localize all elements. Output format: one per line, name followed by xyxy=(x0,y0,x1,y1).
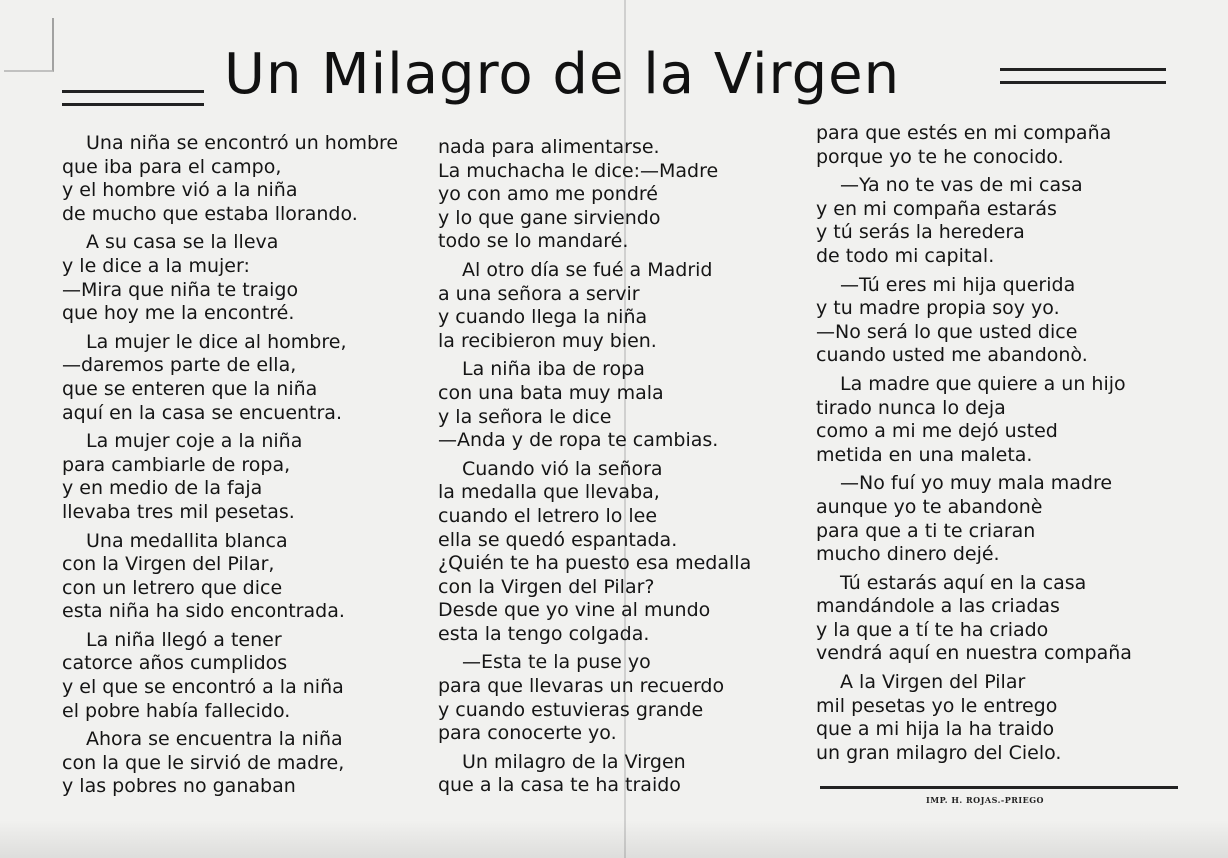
poem-line: y tú serás la heredera xyxy=(816,221,1025,244)
poem-stanza xyxy=(438,651,808,745)
poem-stanza xyxy=(438,458,808,647)
poem-line: A la Virgen del Pilar xyxy=(840,671,1026,694)
poem-line: para conocerte yo. xyxy=(438,722,617,745)
poem-line: Al otro día se fué a Madrid xyxy=(462,258,713,281)
poem-line: La mujer le dice al hombre, xyxy=(86,330,347,353)
poem-line: de mucho que estaba llorando. xyxy=(62,202,358,225)
poem-line: Una medallita blanca xyxy=(86,529,288,552)
poem-line: y lo que gane sirviendo xyxy=(438,206,661,229)
poem-line: todo se lo mandaré. xyxy=(438,230,629,253)
poem-line: —No fuí yo muy mala madre xyxy=(840,472,1113,495)
poem-line: porque yo te he conocido. xyxy=(816,145,1064,168)
footer-rule xyxy=(820,786,1178,789)
poem-line: La niña llegó a tener xyxy=(86,628,282,651)
poem-stanza xyxy=(816,122,1186,169)
poem-line: y le dice a la mujer: xyxy=(62,254,250,277)
poem-stanza xyxy=(62,331,432,425)
poem-stanza xyxy=(816,671,1186,765)
poem-line: con una bata muy mala xyxy=(438,381,664,404)
poem-line: —No será lo que usted dice xyxy=(816,320,1078,343)
poem-line: como a mi me dejó usted xyxy=(816,420,1058,443)
poem-line: ella se quedó espantada. xyxy=(438,528,678,551)
poem-line: que se enteren que la niña xyxy=(62,377,318,400)
poem-column-2 xyxy=(438,136,808,803)
poem-line: que hoy me la encontré. xyxy=(62,302,295,325)
printer-imprint: IMP. H. ROJAS.-PRIEGO xyxy=(926,795,1044,805)
poem-line: y tu madre propia soy yo. xyxy=(816,297,1060,320)
poem-line: Un milagro de la Virgen xyxy=(462,750,686,773)
poem-line: cuando usted me abandonò. xyxy=(816,344,1088,367)
poem-line: cuando el letrero lo lee xyxy=(438,504,658,527)
title-rule-right xyxy=(1000,68,1166,84)
page-title: Un Milagro de la Virgen xyxy=(224,42,901,107)
poem-stanza xyxy=(816,373,1186,467)
poem-line: con la que le sirvió de madre, xyxy=(62,751,345,774)
poem-line: con la Virgen del Pilar? xyxy=(438,575,655,598)
poem-line: aquí en la casa se encuentra. xyxy=(62,401,342,424)
poem-line: —daremos parte de ella, xyxy=(62,354,297,377)
poem-line: de todo mi capital. xyxy=(816,244,995,267)
poem-line: con la Virgen del Pilar, xyxy=(62,553,275,576)
poem-stanza xyxy=(438,358,808,452)
poem-line: La mujer coje a la niña xyxy=(86,430,303,453)
poem-line: que a mi hija la ha traido xyxy=(816,718,1055,741)
poem-line: a una señora a servir xyxy=(438,282,640,305)
poem-line: mil pesetas yo le entrego xyxy=(816,694,1058,717)
poem-line: Desde que yo vine al mundo xyxy=(438,599,711,622)
poem-line: y cuando llega la niña xyxy=(438,306,648,329)
poem-line: esta niña ha sido encontrada. xyxy=(62,600,345,623)
poem-line: para que a ti te criaran xyxy=(816,519,1036,542)
poem-line: y la que a tí te ha criado xyxy=(816,618,1049,641)
paper-shadow xyxy=(0,820,1228,858)
poem-line: el pobre había fallecido. xyxy=(62,699,291,722)
poem-stanza xyxy=(438,136,808,254)
poem-line: para que llevaras un recuerdo xyxy=(438,675,725,698)
poem-line: —Anda y de ropa te cambias. xyxy=(438,429,719,452)
poem-stanza xyxy=(816,174,1186,268)
poem-line: aunque yo te abandonè xyxy=(816,495,1043,518)
poem-line: catorce años cumplidos xyxy=(62,652,288,675)
poem-line: la medalla que llevaba, xyxy=(438,481,660,504)
poem-line: nada para alimentarse. xyxy=(438,136,660,158)
poem-line: La niña iba de ropa xyxy=(462,358,645,381)
poem-stanza xyxy=(62,430,432,524)
poem-stanza xyxy=(816,274,1186,368)
poem-stanza xyxy=(62,728,432,799)
poem-line: A su casa se la lleva xyxy=(86,231,279,254)
poem-stanza xyxy=(62,629,432,723)
poem-line: mucho dinero dejé. xyxy=(816,543,1000,566)
poem-line: metida en una maleta. xyxy=(816,443,1033,466)
poem-line: la recibieron muy bien. xyxy=(438,329,657,352)
poem-line: vendrá aquí en nuestra compaña xyxy=(816,642,1132,665)
poem-line: para cambiarle de ropa, xyxy=(62,453,291,476)
poem-line: y el hombre vió a la niña xyxy=(62,179,298,202)
poem-line: La madre que quiere a un hijo xyxy=(840,372,1126,395)
poem-line: Cuando vió la señora xyxy=(462,457,663,480)
poem-line: —Mira que niña te traigo xyxy=(62,278,299,301)
poem-line: y en mi compaña estarás xyxy=(816,197,1057,220)
poem-stanza xyxy=(62,530,432,624)
poem-line: y cuando estuvieras grande xyxy=(438,698,704,721)
poem-stanza xyxy=(62,132,432,226)
poem-line: Una niña se encontró un hombre xyxy=(86,132,399,154)
poem-stanza xyxy=(438,259,808,353)
poem-stanza xyxy=(816,472,1186,566)
poem-column-1 xyxy=(62,132,432,804)
poem-line: —Esta te la puse yo xyxy=(462,651,651,674)
poem-line: y el que se encontró a la niña xyxy=(62,676,344,699)
poem-line: tirado nunca lo deja xyxy=(816,396,1006,419)
title-row xyxy=(60,40,1170,120)
poem-column-3 xyxy=(816,122,1186,770)
poem-line: mandándole a las criadas xyxy=(816,595,1060,618)
poem-stanza xyxy=(816,572,1186,666)
poem-line: y la señora le dice xyxy=(438,405,612,428)
poem-line: que iba para el campo, xyxy=(62,155,282,178)
poem-line: con un letrero que dice xyxy=(62,576,283,599)
poem-line: —Ya no te vas de mi casa xyxy=(840,174,1083,197)
poem-line: Ahora se encuentra la niña xyxy=(86,728,343,751)
poem-line: yo con amo me pondré xyxy=(438,183,658,206)
poem-line: llevaba tres mil pesetas. xyxy=(62,500,295,523)
poem-line: que a la casa te ha traido xyxy=(438,774,681,797)
poem-stanza xyxy=(62,231,432,325)
poem-line: y las pobres no ganaban xyxy=(62,775,296,798)
title-rule-left xyxy=(62,90,204,106)
poem-line: Tú estarás aquí en la casa xyxy=(840,571,1087,594)
poem-line: —Tú eres mi hija querida xyxy=(840,273,1076,296)
poem-line: ¿Quién te ha puesto esa medalla xyxy=(438,552,752,575)
poem-line: un gran milagro del Cielo. xyxy=(816,741,1062,764)
torn-corner-mark xyxy=(4,18,54,72)
poem-line: La muchacha le dice:—Madre xyxy=(438,159,719,182)
poem-line: esta la tengo colgada. xyxy=(438,622,650,645)
poem-line: para que estés en mi compaña xyxy=(816,122,1112,144)
poem-line: y en medio de la faja xyxy=(62,477,263,500)
poem-stanza xyxy=(438,751,808,798)
